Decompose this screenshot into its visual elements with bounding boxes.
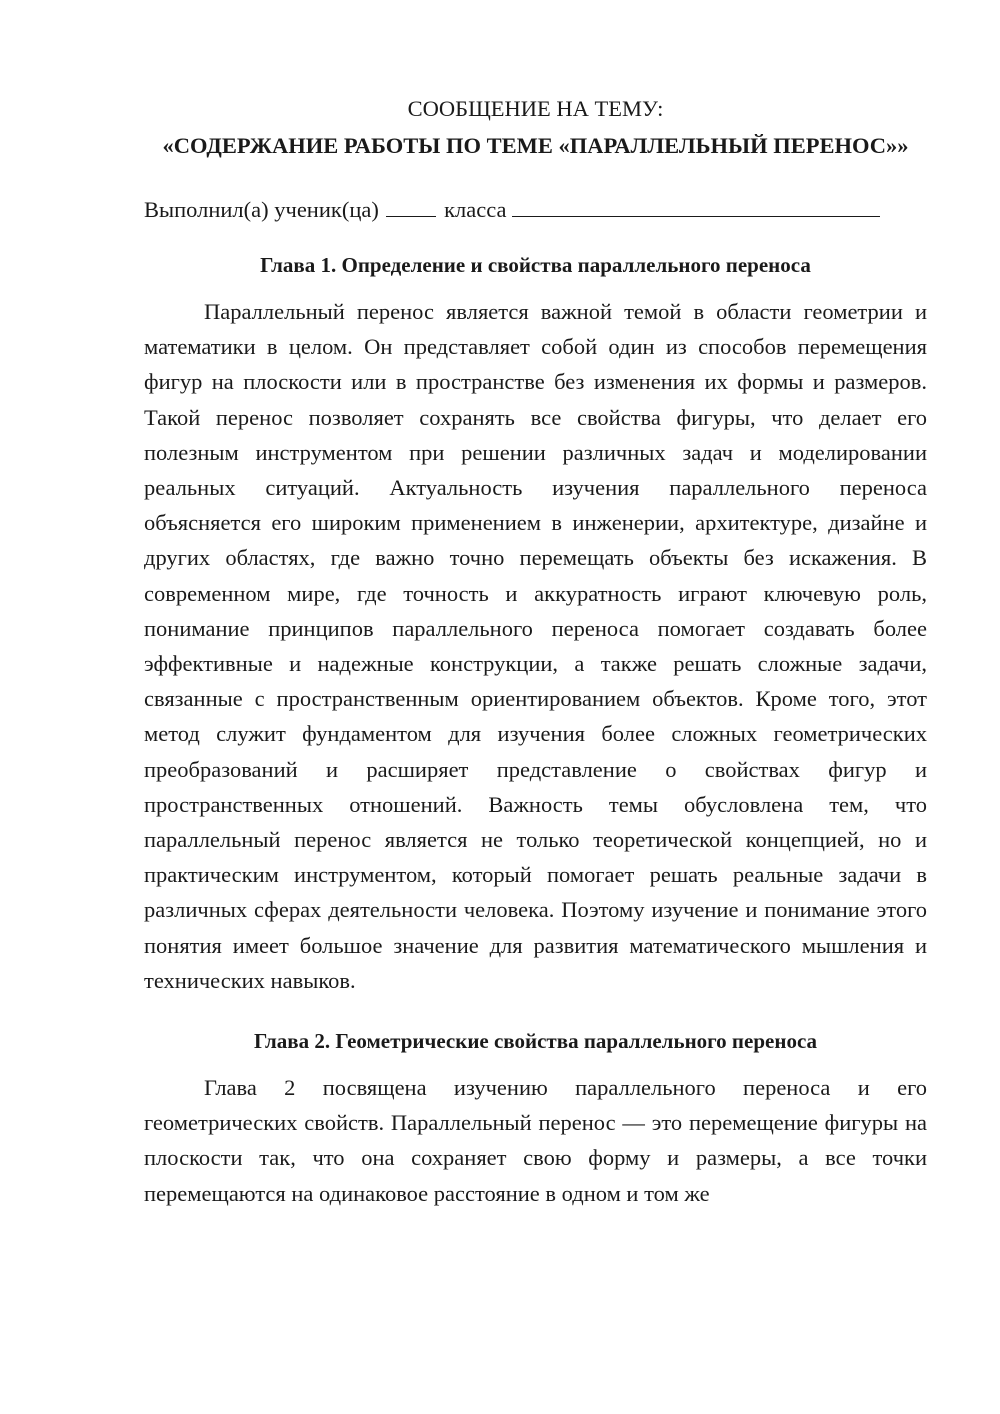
document-header: СООБЩЕНИЕ НА ТЕМУ: [407, 96, 664, 121]
document-page [144, 92, 927, 1211]
chapter-1-paragraph: Параллельный перенос является важной темой в области геометрии и математики в целом. Он представляет собой один из способов перемещения фигур на плоскости или в пространстве без изменения их формы и размеров. Такой перенос позволяет сохранять все свойства фигуры, что делает его полезным инструментом при решении различных задач и моделировании реальных ситуаций. Актуальность изучения параллельного переноса объясняется его широким применением в инженерии, архитектуре, дизайне и других областях, где важно точно перемещать объекты без искажения. В современном мире, где точность и аккуратность играют ключевую роль, понимание принципов параллельного переноса помогает создавать более эффективные и надежные конструкции, а также решать сложные задачи, связанные с пространственным ориентированием объектов. Кроме того, этот метод служит фундаментом для изучения более сложных геометрических преобразований и расширяет представление о свойствах фигур и пространственных отношений. Важность темы обусловлена тем, что параллельный перенос является не только теоретической концепцией, но и практическим инструментом, который помогает решать реальные задачи в различных сферах деятельности человека. Поэтому изучение и понимание этого понятия имеет большое значение для развития математического мышления и технических навыков. [144, 299, 927, 993]
document-title: «СОДЕРЖАНИЕ РАБОТЫ ПО ТЕМЕ «ПАРАЛЛЕЛЬНЫЙ ПЕРЕНОС»» [162, 133, 909, 158]
author-line [144, 193, 927, 226]
author-prefix: Выполнил(а) ученик(ца) [144, 197, 379, 222]
class-blank [386, 215, 436, 217]
chapter-2-paragraph: Глава 2 посвящена изучению параллельного переноса и его геометрических свойств. Параллельный перенос — это перемещение фигуры на плоскости так, что она сохраняет свою форму и размеры, а все точки перемещаются на одинаковое расстояние в одном и том же [144, 1075, 927, 1206]
name-blank [512, 215, 880, 217]
author-class-label: класса [444, 197, 507, 222]
chapter-1-heading: Глава 1. Определение и свойства параллельного переноса [260, 253, 811, 277]
chapter-2-heading: Глава 2. Геометрические свойства параллельного переноса [253, 1029, 818, 1054]
